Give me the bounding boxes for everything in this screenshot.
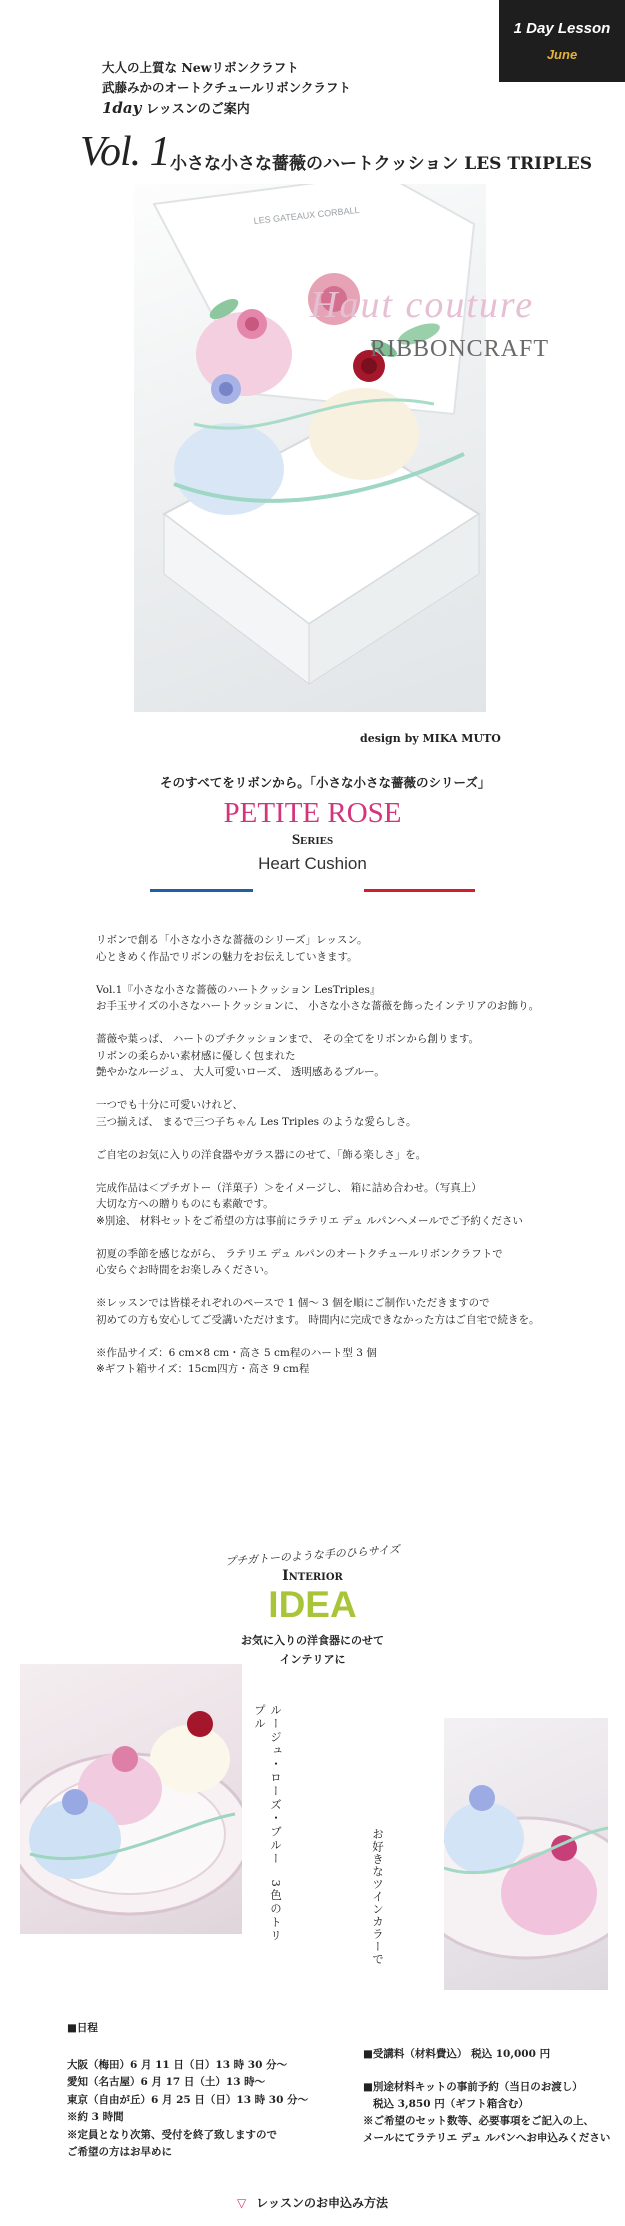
brand-name: RIBBONCRAFT: [370, 336, 550, 362]
idea-word: IDEA: [268, 1584, 357, 1625]
paragraph: 一つでも十分に可愛いけれど、 三つ揃えば、 まるで三つ子ちゃん Les Triples のような愛らしさ。: [96, 1099, 417, 1128]
box-lid-text: LES GATEAUX CORBALL: [253, 204, 361, 226]
schedule-row: 東京（自由が丘）6 月 25 日（日）13 時 30 分～: [67, 2093, 309, 2106]
fee-line: ■受講料（材料費込） 税込 10,000 円: [363, 2048, 551, 2060]
paragraph: 初夏の季節を感じながら、 ラテリエ デュ ルパンのオートクチュールリボンクラフトで 心安らぐお時間をお楽しみください。: [96, 1247, 503, 1276]
fee-line: ※ご希望のセット数等、必要事項をご記入の上、: [363, 2115, 594, 2127]
apply-link[interactable]: [0, 2194, 625, 2211]
schedule-block: [67, 2020, 317, 2162]
intro-1day: 1day: [102, 99, 142, 117]
divider-red: [364, 889, 475, 892]
intro-lesson-text: レッスンのご案内: [141, 102, 250, 117]
paragraph: 薔薇や葉っぱ、 ハートのプチクッションまで、 その全てをリボンから創ります。 リボンの柔らかい素材感に優しく包まれた 艶やかなルージュ、 大人可愛いローズ、 透明感あるブルー。: [96, 1033, 479, 1078]
fee-line: 税込 3,850 円（ギフト箱含む）: [373, 2098, 529, 2110]
series-label: Series: [291, 832, 334, 848]
caption-right: お好きなツインカラーで: [371, 1828, 385, 1966]
paragraph: ※レッスンでは皆様それぞれのペースで 1 個～ 3 個を順にご制作いただきますので 初めての方も安心してご受講いただけます。 時間内に完成できなかった方はご自宅で続きを。: [96, 1297, 540, 1326]
twin-photo: [444, 1718, 608, 1990]
lesson-badge: [499, 0, 625, 82]
interior-line-1: お気に入りの洋食器にのせて: [241, 1634, 384, 1647]
series-name: PETITE ROSE: [223, 797, 402, 829]
triple-photo: [20, 1664, 242, 1934]
apply-label: レッスンのお申込み方法: [256, 2196, 389, 2210]
volume-number: Vol. 1: [80, 129, 170, 175]
intro-line-2: 武藤みかのオートクチュールリボンクラフト: [102, 80, 351, 95]
schedule-heading: ■日程: [67, 2022, 98, 2034]
triple-illustration: [20, 1664, 242, 1934]
paragraph: リボンで創る「小さな小さな薔薇のシリーズ」レッスン。 心ときめく作品でリボンの魅力をお伝えしていきます。: [96, 934, 368, 963]
description-body: [96, 932, 566, 1394]
paragraph: 完成作品は＜プチガトー（洋菓子）＞をイメージし、 箱に詰め合わせ。（写真上） 大切な方への贈りものにも素敵です。 ※別途、 材料セットをご希望の方は事前にラテリエ デュ ルパンへメールでご予約ください: [96, 1181, 523, 1227]
fee-line: メールにてラテリエ デュ ルパンへお申込みください: [363, 2132, 611, 2144]
schedule-row: 大阪（梅田）6 月 11 日（日）13 時 30 分～: [67, 2058, 288, 2071]
series-tagline: そのすべてをリボンから。「小さな小さな薔薇のシリーズ」: [160, 775, 491, 790]
intro-line-1: 大人の上質な Newリボンクラフト: [102, 60, 299, 75]
paragraph: Vol.1『小さな小さな薔薇のハートクッション LesTriples』 お手玉サイズの小さなハートクッションに、 小さな小さな薔薇を飾ったインテリアのお飾り。: [96, 983, 540, 1012]
volume-title: 小さな小さな薔薇のハートクッション LES TRIPLES: [170, 154, 593, 174]
brand-script: Haut couture: [310, 284, 535, 326]
designer-credit: design by MIKA MUTO: [360, 732, 501, 745]
gift-box-illustration: [134, 184, 486, 712]
interior-caption: プチガトーのような手のひらサイズ: [224, 1542, 401, 1569]
paragraph: ご自宅のお気に入りの洋食器やガラス器にのせて、「飾る楽しさ」を。: [96, 1148, 427, 1161]
schedule-note: ※約 3 時間: [67, 2111, 124, 2123]
twin-illustration: [444, 1718, 608, 1990]
badge-title: 1 Day Lesson: [513, 20, 611, 37]
caption-left: ルージュ・ローズ・ブルー 3色のトリプル: [253, 1704, 283, 1943]
schedule-note: ※定員となり次第、受付を終了致しますので: [67, 2128, 277, 2141]
schedule-note: ご希望の方はお早めに: [67, 2146, 172, 2158]
badge-month: June: [546, 47, 578, 62]
interior-word: Interior: [282, 1568, 343, 1584]
interior-line-2: インテリアに: [279, 1653, 346, 1666]
paragraph: ※作品サイズ：6 cm×8 cm・高さ 5 cm程のハート型 3 個 ※ギフト箱サイズ：15cm四方・高さ 9 cm程: [96, 1346, 377, 1375]
main-product-photo: [134, 184, 486, 712]
schedule-row: 愛知（名古屋）6 月 17 日（土）13 時～: [67, 2076, 266, 2088]
triangle-down-icon: ▽: [236, 2196, 247, 2210]
intro-line-3: [102, 98, 351, 120]
fee-block: [363, 2046, 613, 2147]
intro-block: [102, 58, 351, 120]
series-item: Heart Cushion: [258, 854, 367, 873]
fee-line: ■別途材料キットの事前予約（当日のお渡し）: [363, 2081, 583, 2093]
divider-blue: [150, 889, 253, 892]
